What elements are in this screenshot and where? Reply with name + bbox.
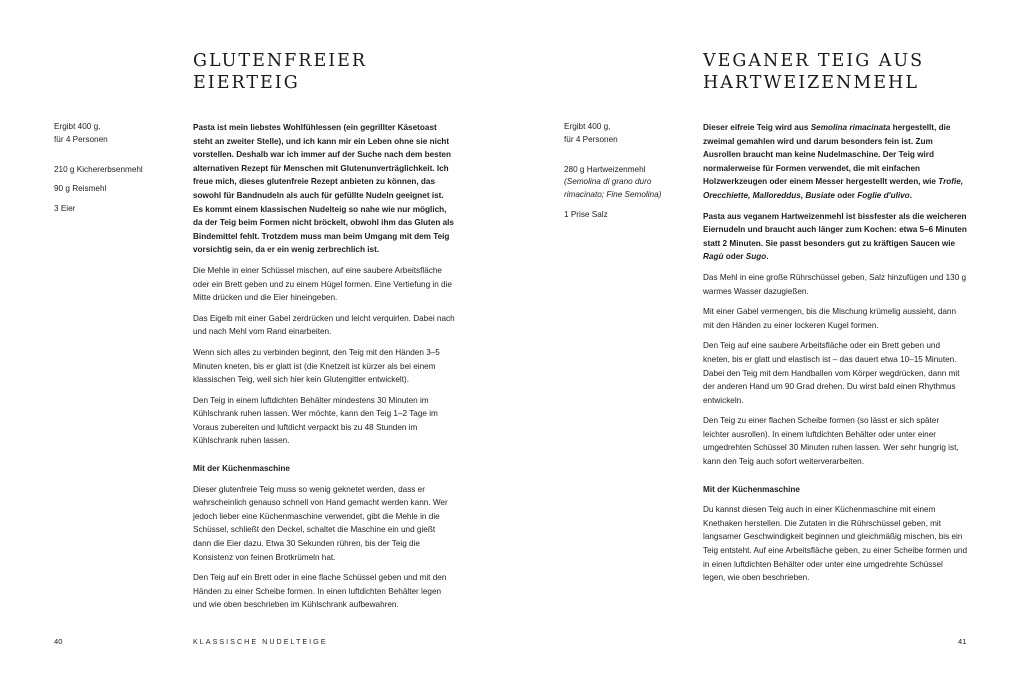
machine-heading: Mit der Küchenmaschine (193, 464, 290, 474)
yield-text: Ergibt 400 g, (564, 122, 611, 131)
ingredients-list (564, 121, 674, 229)
servings-text: für 4 Personen (54, 134, 108, 144)
recipe-title: GLUTENFREIER EIERTEIG (193, 51, 368, 93)
step-paragraph: Das Mehl in eine große Rührschüssel geben, Salz hinzufügen und 130 g warmes Wasser dazugießen. (703, 272, 967, 296)
ingredient-item: 1 Prise Salz (564, 209, 608, 219)
servings-text: für 4 Personen (564, 134, 618, 144)
yield-text: Ergibt 400 g, (54, 122, 101, 131)
machine-paragraph: Du kannst diesen Teig auch in einer Küchenmaschine mit einem Knethaken herstellen. Die Zutaten in die Rührschüssel geben, mit langsamer Geschwindigkeit beginnen und gleichmäßig mischen, bis ein Teig entsteht. Auf eine Arbeitsfläche geben, zu einer Scheibe formen und in einen luftdichten Behälter oder unter eine umgedrehte Schüssel legen, wie oben beschrieben. (703, 505, 967, 583)
intro-paragraph: Pasta aus veganem Hartweizenmehl ist bissfester als die weicheren Eiernudeln und braucht auch länger zum Kochen: etwa 5–6 Minuten statt 2 Minuten. Sie passt besonders gut zu kräftigen Saucen wie Ragù oder Sugo. (703, 211, 967, 262)
ingredient-item: 90 g Reismehl (54, 184, 107, 194)
right-page (510, 0, 1020, 676)
recipe-body (193, 121, 455, 619)
step-paragraph: Den Teig zu einer flachen Scheibe formen (so lässt er sich später leichter ausrollen). In einem luftdichten Behälter oder unter einer umgedrehten Schüssel 30 Minuten ruhen lassen. Wer sehr hungrig ist, kann den Teig auch sofort weiterverarbeiten. (703, 416, 959, 467)
step-paragraph: Den Teig in einem luftdichten Behälter mindestens 30 Minuten im Kühlschrank ruhen lassen. Wer möchte, kann den Teig 1–2 Tage im Voraus zubereiten und luftdicht verpackt bis zu 48 Stunden im Kühlschrank ruhen lassen. (193, 395, 438, 446)
ingredient-item: 3 Eier (54, 204, 76, 214)
machine-paragraph: Dieser glutenfreie Teig muss so wenig geknetet werden, dass er wahrscheinlich genauso schnell von Hand gemacht werden kann. Wer jedoch lieber eine Küchenmaschine verwendet, gibt die Mehle in die Schüssel, schließt den Deckel, schaltet die Maschine ein und gießt dann die Eier dazu. Etwa 30 Sekunden rühren, bis der Teig die Konsistenz von feinen Brotkrümeln hat. (193, 484, 448, 562)
step-paragraph: Den Teig auf eine saubere Arbeitsfläche oder ein Brett geben und kneten, bis er glatt und elastisch ist – das dauert etwa 10–15 Minuten. Dabei den Teig mit dem Handballen vom Körper wegdrücken, dann mit der anderen Hand um 90 Grad drehen. Du wirst bald einen Rhythmus entwickeln. (703, 341, 960, 405)
machine-paragraph: Den Teig auf ein Brett oder in eine flache Schüssel geben und mit den Händen zu einer Scheibe formen. In einen luftdichten Behälter legen und wie oben beschrieben im Kühlschrank aufbewahren. (193, 573, 447, 610)
recipe-title: VEGANER TEIG AUS HARTWEIZENMEHL (703, 51, 925, 93)
step-paragraph: Mit einer Gabel vermengen, bis die Mischung krümelig aussieht, dann mit den Händen zu einer lockeren Kugel formen. (703, 307, 957, 330)
recipe-body (703, 121, 967, 592)
running-head: KLASSISCHE NUDELTEIGE (193, 637, 328, 646)
machine-heading: Mit der Küchenmaschine (703, 484, 800, 494)
page-number: 41 (958, 637, 967, 646)
ingredient-item: 280 g Hartweizenmehl (564, 164, 646, 174)
step-paragraph: Das Eigelb mit einer Gabel zerdrücken und leicht verquirlen. Dabei nach und nach Mehl vom Rand einarbeiten. (193, 313, 455, 337)
intro-paragraph: Dieser eifreie Teig wird aus Semolina rimacinata hergestellt, die zweimal gemahlen wird und darum besonders fein ist. Zum Ausrollen braucht man keine Nudelmaschine. Der Teig wird normalerweise für Formen verwendet, die mit einfachen Holzwerkzeugen oder einem Messer hergestellt werden, wie Trofie, Orecchiette, Malloreddus, Busiate oder Foglie d'ulivo. (703, 123, 964, 200)
page-number: 40 (54, 637, 63, 646)
step-paragraph: Die Mehle in einer Schüssel mischen, auf eine saubere Arbeitsfläche oder ein Brett geben und zu einem Hügel formen. Eine Vertiefung in die Mitte drücken und die Eier hineingeben. (193, 265, 452, 303)
ingredients-list (54, 121, 164, 223)
ingredient-note: (Semolina di grano duro rimacinato; Fine Semolina) (564, 177, 662, 200)
step-paragraph: Wenn sich alles zu verbinden beginnt, den Teig mit den Händen 3–5 Minuten kneten, bis er glatt ist (die Knetzeit ist kürzer als bei einem klassischen Teig, weil sich hier kein Glutengitter entwickelt). (193, 347, 440, 385)
ingredient-item: 210 g Kichererbsenmehl (54, 164, 143, 174)
intro-paragraph: Pasta ist mein liebstes Wohlfühlessen (ein gegrillter Käsetoast steht an zweiter Stelle), und ich kann mir ein Leben ohne sie nicht vorstellen. Deshalb war ich immer auf der Suche nach dem besten alternativen Rezept für Menschen mit Glutenunverträglichkeit. Ich freue mich, dieses glutenfreie Rezept anbieten zu können, das sowohl für Bandnudeln als auch für gefüllte Nudeln geeignet ist. Es kommt einem klassischen Nudelteig so nahe wie nur möglich, da der Teig beim Formen nicht bröckelt, obwohl ihm das Gluten als Bindemittel fehlt. Trotzdem muss man beim Umgang mit dem Teig vorsichtig sein, da er ein wenig zerbrechlich ist. (193, 123, 454, 255)
